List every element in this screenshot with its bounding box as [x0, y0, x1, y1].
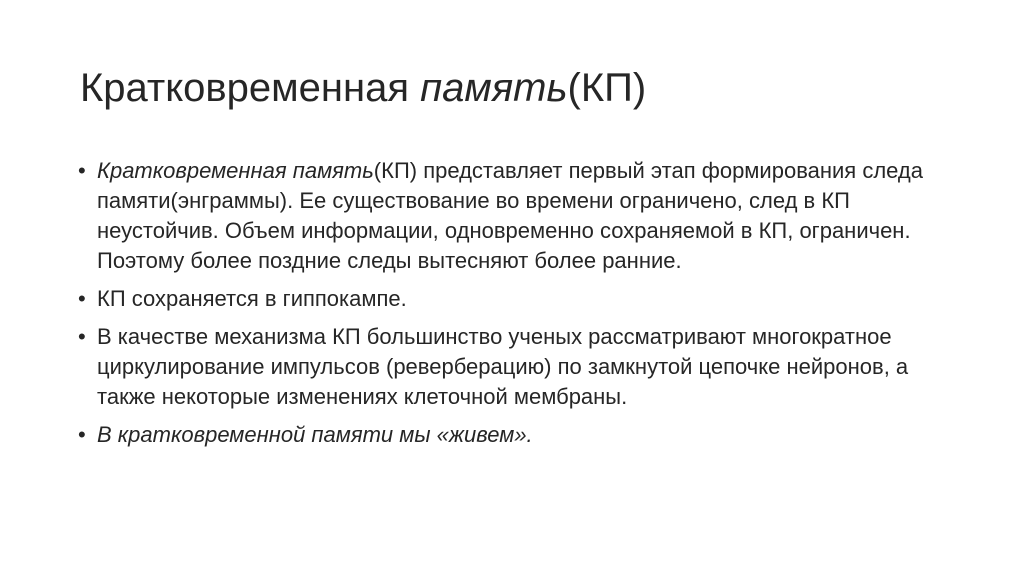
title-tail: (КП) [567, 66, 647, 110]
bullet-item-4 [78, 420, 958, 450]
bullet-text: В качестве механизма КП большинство ученых рассматривают многократное циркулирование импульсов (реверберацию) по замкнутой цепочке нейронов, а также некоторые изменениях клеточной мембраны. [97, 324, 909, 409]
bullet-dot-icon: • [78, 286, 86, 311]
bullet-italic-lead: Кратковременная память [97, 158, 374, 183]
bullet-text: КП сохраняется в гиппокампе. [97, 286, 407, 311]
bullet-text: (КП) представляет первый этап формирования следа памяти(энграммы). Ее существование во времени ограничено, след в КП неустойчив. Объем информации, одновременно сохраняемой в КП, ограничен. Поэтому более поздние следы вытесняют более ранние. [97, 158, 923, 273]
bullet-dot-icon: • [78, 422, 86, 447]
bullet-item-3 [78, 322, 958, 412]
title-italic: память [420, 66, 568, 110]
bullet-list [78, 156, 958, 458]
slide-title [80, 62, 960, 114]
title-main: Кратковременная [80, 66, 421, 110]
bullet-item-1 [78, 156, 958, 276]
bullet-item-2 [78, 284, 958, 314]
bullet-dot-icon: • [78, 158, 86, 183]
bullet-dot-icon: • [78, 324, 86, 349]
bullet-italic-text: В кратковременной памяти мы «живем». [97, 422, 533, 447]
